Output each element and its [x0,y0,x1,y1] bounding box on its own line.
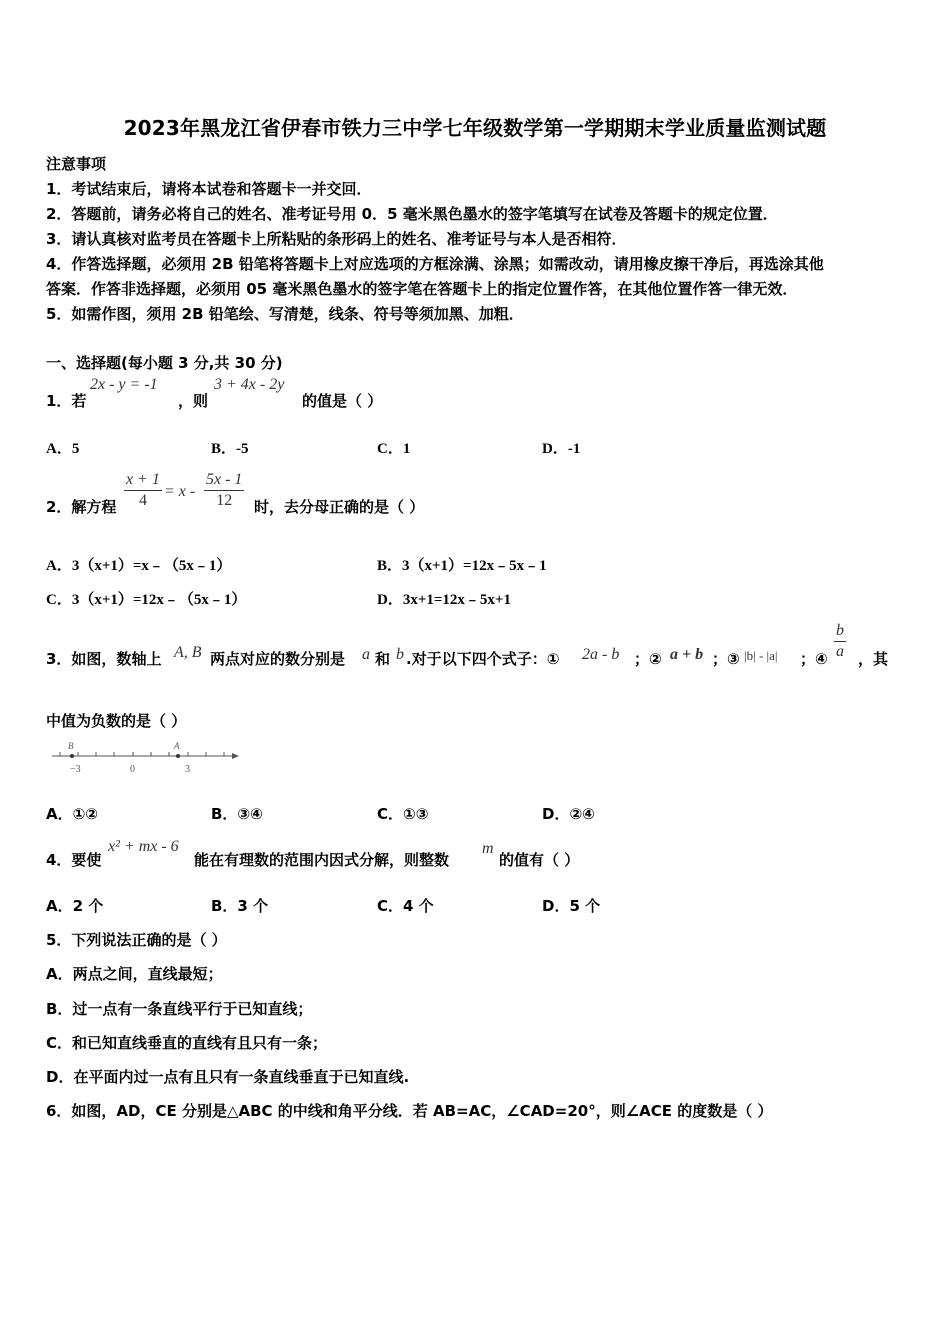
page-title: 2023年黑龙江省伊春市铁力三中学七年级数学第一学期期末学业质量监测试题 [123,116,827,140]
q5-stem: 5．下列说法正确的是（ ） [46,931,227,949]
q2-fraction-left [124,470,162,511]
q3-text: .对于以下四个式子：① [406,650,560,668]
q3-and: 和 [375,650,391,668]
q1-option-a: A．5 [46,441,80,457]
q2-f1-denominator: 4 [138,492,147,509]
q5-option-d: D．在平面内过一点有且只有一条直线垂直于已知直线. [46,1068,410,1086]
notice-heading: 注意事项 [46,155,107,173]
q1-option-d: D．-1 [542,441,581,457]
q1-mid: ，则 [178,392,209,410]
q2-f2-numerator: 5x - 1 [204,470,244,491]
number-line-arrow [232,753,239,759]
point-a [176,754,180,758]
section-heading: 一、选择题(每小题 3 分,共 30 分) [46,354,283,372]
q4-suffix: 的值有（ ） [499,851,580,869]
q2-option-d: D．3x+1=12x﹣5x+1 [377,592,511,608]
q4-option-d: D．5 个 [542,897,601,915]
label-a: A [174,741,180,751]
q3-f-denominator: a [836,643,844,660]
q3-ab: A, B [174,644,202,661]
q1-option-c: C．1 [377,441,411,457]
q3-option-d: D．②④ [542,805,595,823]
q4-prefix: 4．要使 [46,851,102,869]
q4-expr: x² + mx - 6 [108,838,179,855]
label-b: B [68,741,74,751]
notice-line: 4．作答选择题，必须用 2B 铅笔将答题卡上对应选项的方框涂满、涂黑；如需改动，请用橡皮擦干净后，再选涂其他 [46,255,824,273]
q4-mid: 能在有理数的范围内因式分解，则整数 [194,851,450,869]
q3-text: ；② [634,650,662,668]
q2-option-c: C．3（x+1）=12x﹣（5x﹣1） [46,592,247,608]
q3-text: 两点对应的数分别是 [210,650,346,668]
notice-line: 1．考试结束后，请将本试卷和答题卡一并交回． [46,180,372,198]
q3-option-b: B．③④ [211,805,263,823]
tick-label-3: 3 [185,764,190,775]
q3-fraction [834,621,846,662]
q2-equals: = x - [164,483,196,500]
q3-prefix: 3．如图，数轴上 [46,650,162,668]
q3-expr2: a + b [670,646,704,663]
number-line-figure [50,738,240,778]
q6-stem: 6．如图，AD，CE 分别是△ABC 的中线和角平分线．若 AB=AC，∠CAD=20°，则∠ACE 的度数是（ ） [46,1102,773,1120]
q3-b: b [396,646,404,663]
tick-label-0: 0 [130,764,135,775]
q3-text: ；④ [800,650,828,668]
q1-suffix: 的值是（ ） [302,392,383,410]
notice-line: 3．请认真核对监考员在答题卡上所粘贴的条形码上的姓名、准考证号与本人是否相符． [46,230,627,248]
q3-text: ；③ [712,650,740,668]
q4-option-a: A．2 个 [46,897,104,915]
q4-m: m [482,840,494,857]
tick-label-neg3: −3 [70,764,81,775]
q3-f-numerator: b [834,621,846,642]
q1-expr1: 2x - y = -1 [90,376,158,393]
q2-prefix: 2．解方程 [46,498,117,516]
q3-line2: 中值为负数的是（ ） [46,712,187,730]
notice-line: 5．如需作图，须用 2B 铅笔绘、写清楚，线条、符号等须加黑、加粗． [46,305,524,323]
q5-option-b: B．过一点有一条直线平行于已知直线； [46,1000,313,1018]
q3-option-a: A．①② [46,805,99,823]
q2-option-b: B．3（x+1）=12x﹣5x﹣1 [377,558,547,574]
q3-a: a [362,646,370,663]
q2-suffix: 时，去分母正确的是（ ） [254,498,425,516]
q1-prefix: 1．若 [46,392,87,410]
number-line-ticks [60,752,224,756]
q5-option-a: A．两点之间，直线最短； [46,965,223,983]
q4-option-c: C．4 个 [377,897,434,915]
q2-f1-numerator: x + 1 [124,470,162,491]
q3-option-c: C．①③ [377,805,429,823]
notice-line: 答案．作答非选择题，必须用 05 毫米黑色墨水的签字笔在答题卡上的指定位置作答，在其他位置作答一律无效． [46,280,798,298]
q1-expr2: 3 + 4x - 2y [214,376,285,393]
q2-fraction-right [204,470,244,511]
q4-option-b: B．3 个 [211,897,269,915]
q1-option-b: B．-5 [211,441,249,457]
q2-option-a: A．3（x+1）=x﹣（5x﹣1） [46,558,232,574]
q3-text: ，其 [858,650,889,668]
q5-option-c: C．和已知直线垂直的直线有且只有一条； [46,1034,328,1052]
q3-expr3: |b| - |a| [744,648,778,663]
point-b [70,754,74,758]
notice-line: 2．答题前，请务必将自己的姓名、准考证号用 0．5 毫米黑色墨水的签字笔填写在试卷及答题卡的规定位置． [46,205,778,223]
q2-f2-denominator: 12 [216,492,233,509]
q3-expr1: 2a - b [582,646,620,663]
